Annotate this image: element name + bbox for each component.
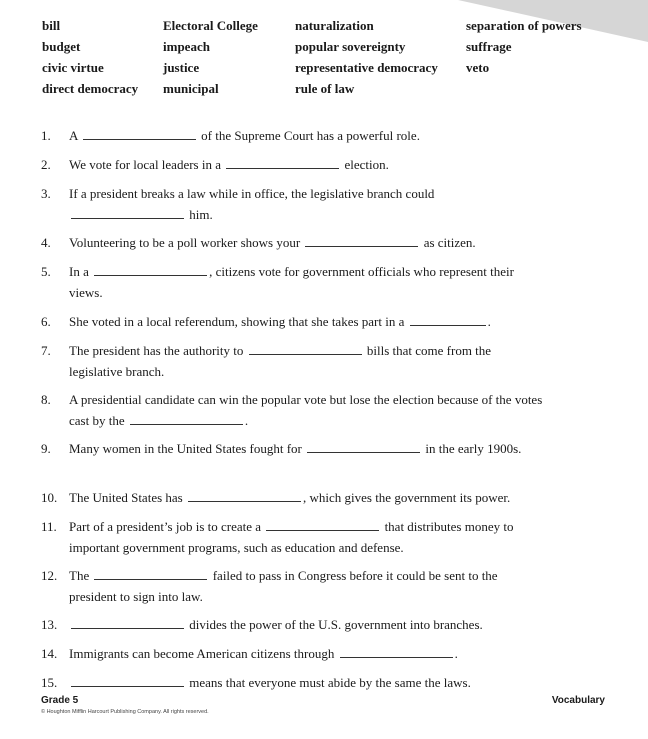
footer-subject: Vocabulary [551,695,605,706]
question-text-after: in the early 1900s. [425,441,522,456]
question-number: 6. [41,314,51,329]
question-number: 14. [41,646,58,661]
answer-blank[interactable] [188,489,301,502]
question-text-after: election. [344,157,389,172]
question-text-before: Volunteering to be a poll worker shows your [69,235,301,250]
question-number: 15. [41,675,58,690]
question-number: 11. [41,519,57,534]
question-number: 3. [41,186,51,201]
question-number: 5. [41,264,51,279]
question-text-after: . [244,413,249,428]
word-bank-term: impeach [163,39,210,54]
word-bank-term: justice [163,60,200,75]
word-bank [42,14,612,104]
question-11 [41,516,561,558]
word-bank-term: budget [42,39,81,54]
answer-blank[interactable] [130,412,243,425]
question-number: 9. [41,441,51,456]
word-bank-term: suffrage [466,39,512,54]
answer-blank[interactable] [94,567,207,580]
question-text-before: Immigrants can become American citizens through [69,646,335,661]
word-bank-term: municipal [163,81,219,96]
question-3 [41,183,461,225]
question-text-after: bills that come from the legislative branch. [69,343,492,379]
word-bank-term: civic virtue [42,60,104,75]
answer-blank[interactable] [94,263,207,276]
question-number: 12. [41,568,58,583]
question-text-after: that distributes money to important government programs, such as education and defense. [69,519,514,555]
question-7 [41,340,541,382]
word-bank-term: rule of law [295,81,355,96]
word-bank-term: popular sovereignty [295,39,406,54]
answer-blank[interactable] [226,156,339,169]
question-text-before: If a president breaks a law while in office, the legislative branch could [69,186,435,201]
footer-grade: Grade 5 [41,695,79,706]
question-number: 2. [41,157,51,172]
question-13 [41,614,581,635]
answer-blank[interactable] [340,645,453,658]
word-bank-term: Electoral College [163,18,258,33]
question-number: 1. [41,128,51,143]
question-number: 4. [41,235,51,250]
question-text-after: failed to pass in Congress before it could be sent to the president to sign into law. [69,568,498,604]
question-15 [41,672,581,693]
answer-blank[interactable] [71,206,184,219]
question-2 [41,154,581,175]
word-bank-term: separation of powers [466,18,582,33]
question-text-after: . [454,646,458,661]
answer-blank[interactable] [305,234,418,247]
word-bank-term: bill [42,18,61,33]
question-text-after: divides the power of the U.S. government into branches. [189,617,483,632]
question-text-before: She voted in a local referendum, showing that she takes part in a [69,314,405,329]
question-12 [41,565,541,607]
question-number: 13. [41,617,58,632]
word-bank-term: naturalization [295,18,374,33]
answer-blank[interactable] [249,342,362,355]
question-text-after: . [487,314,491,329]
question-number: 7. [41,343,51,358]
word-bank-term: direct democracy [42,81,139,96]
question-number: 10. [41,490,58,505]
question-text-before: Part of a president’s job is to create a [69,519,262,534]
question-text-after: of the Supreme Court has a powerful role. [201,128,420,143]
question-text-before: A presidential candidate can win the popular vote but lose the election because of the votes cast by the [69,392,543,428]
question-text-before: The president has the authority to [69,343,244,358]
question-text-after: him. [189,207,213,222]
question-text-before: The [69,568,90,583]
question-6 [41,311,581,332]
answer-blank[interactable] [410,313,486,326]
question-10 [41,487,581,508]
question-4 [41,232,581,253]
answer-blank[interactable] [83,127,196,140]
answer-blank[interactable] [307,440,420,453]
answer-blank[interactable] [71,674,184,687]
footer-copyright: © Houghton Mifflin Harcourt Publishing Company. All rights reserved. [41,709,209,715]
question-text-before: The United States has [69,490,183,505]
question-5 [41,261,541,303]
question-14 [41,643,581,664]
question-text-before: A [69,128,78,143]
word-bank-term: representative democracy [295,60,438,75]
question-text-after: , citizens vote for government officials who represent their views. [69,264,514,300]
question-text-after: , which gives the government its power. [302,490,511,505]
question-text-before: In a [69,264,89,279]
question-text-before: We vote for local leaders in a [69,157,221,172]
question-9 [41,438,541,459]
question-8 [41,389,561,431]
question-text-after: means that everyone must abide by the same the laws. [189,675,471,690]
question-number: 8. [41,392,51,407]
question-1 [41,125,581,146]
question-text-before: Many women in the United States fought for [69,441,302,456]
question-text-after: as citizen. [423,235,476,250]
word-bank-term: veto [466,60,490,75]
answer-blank[interactable] [71,616,184,629]
answer-blank[interactable] [266,518,379,531]
